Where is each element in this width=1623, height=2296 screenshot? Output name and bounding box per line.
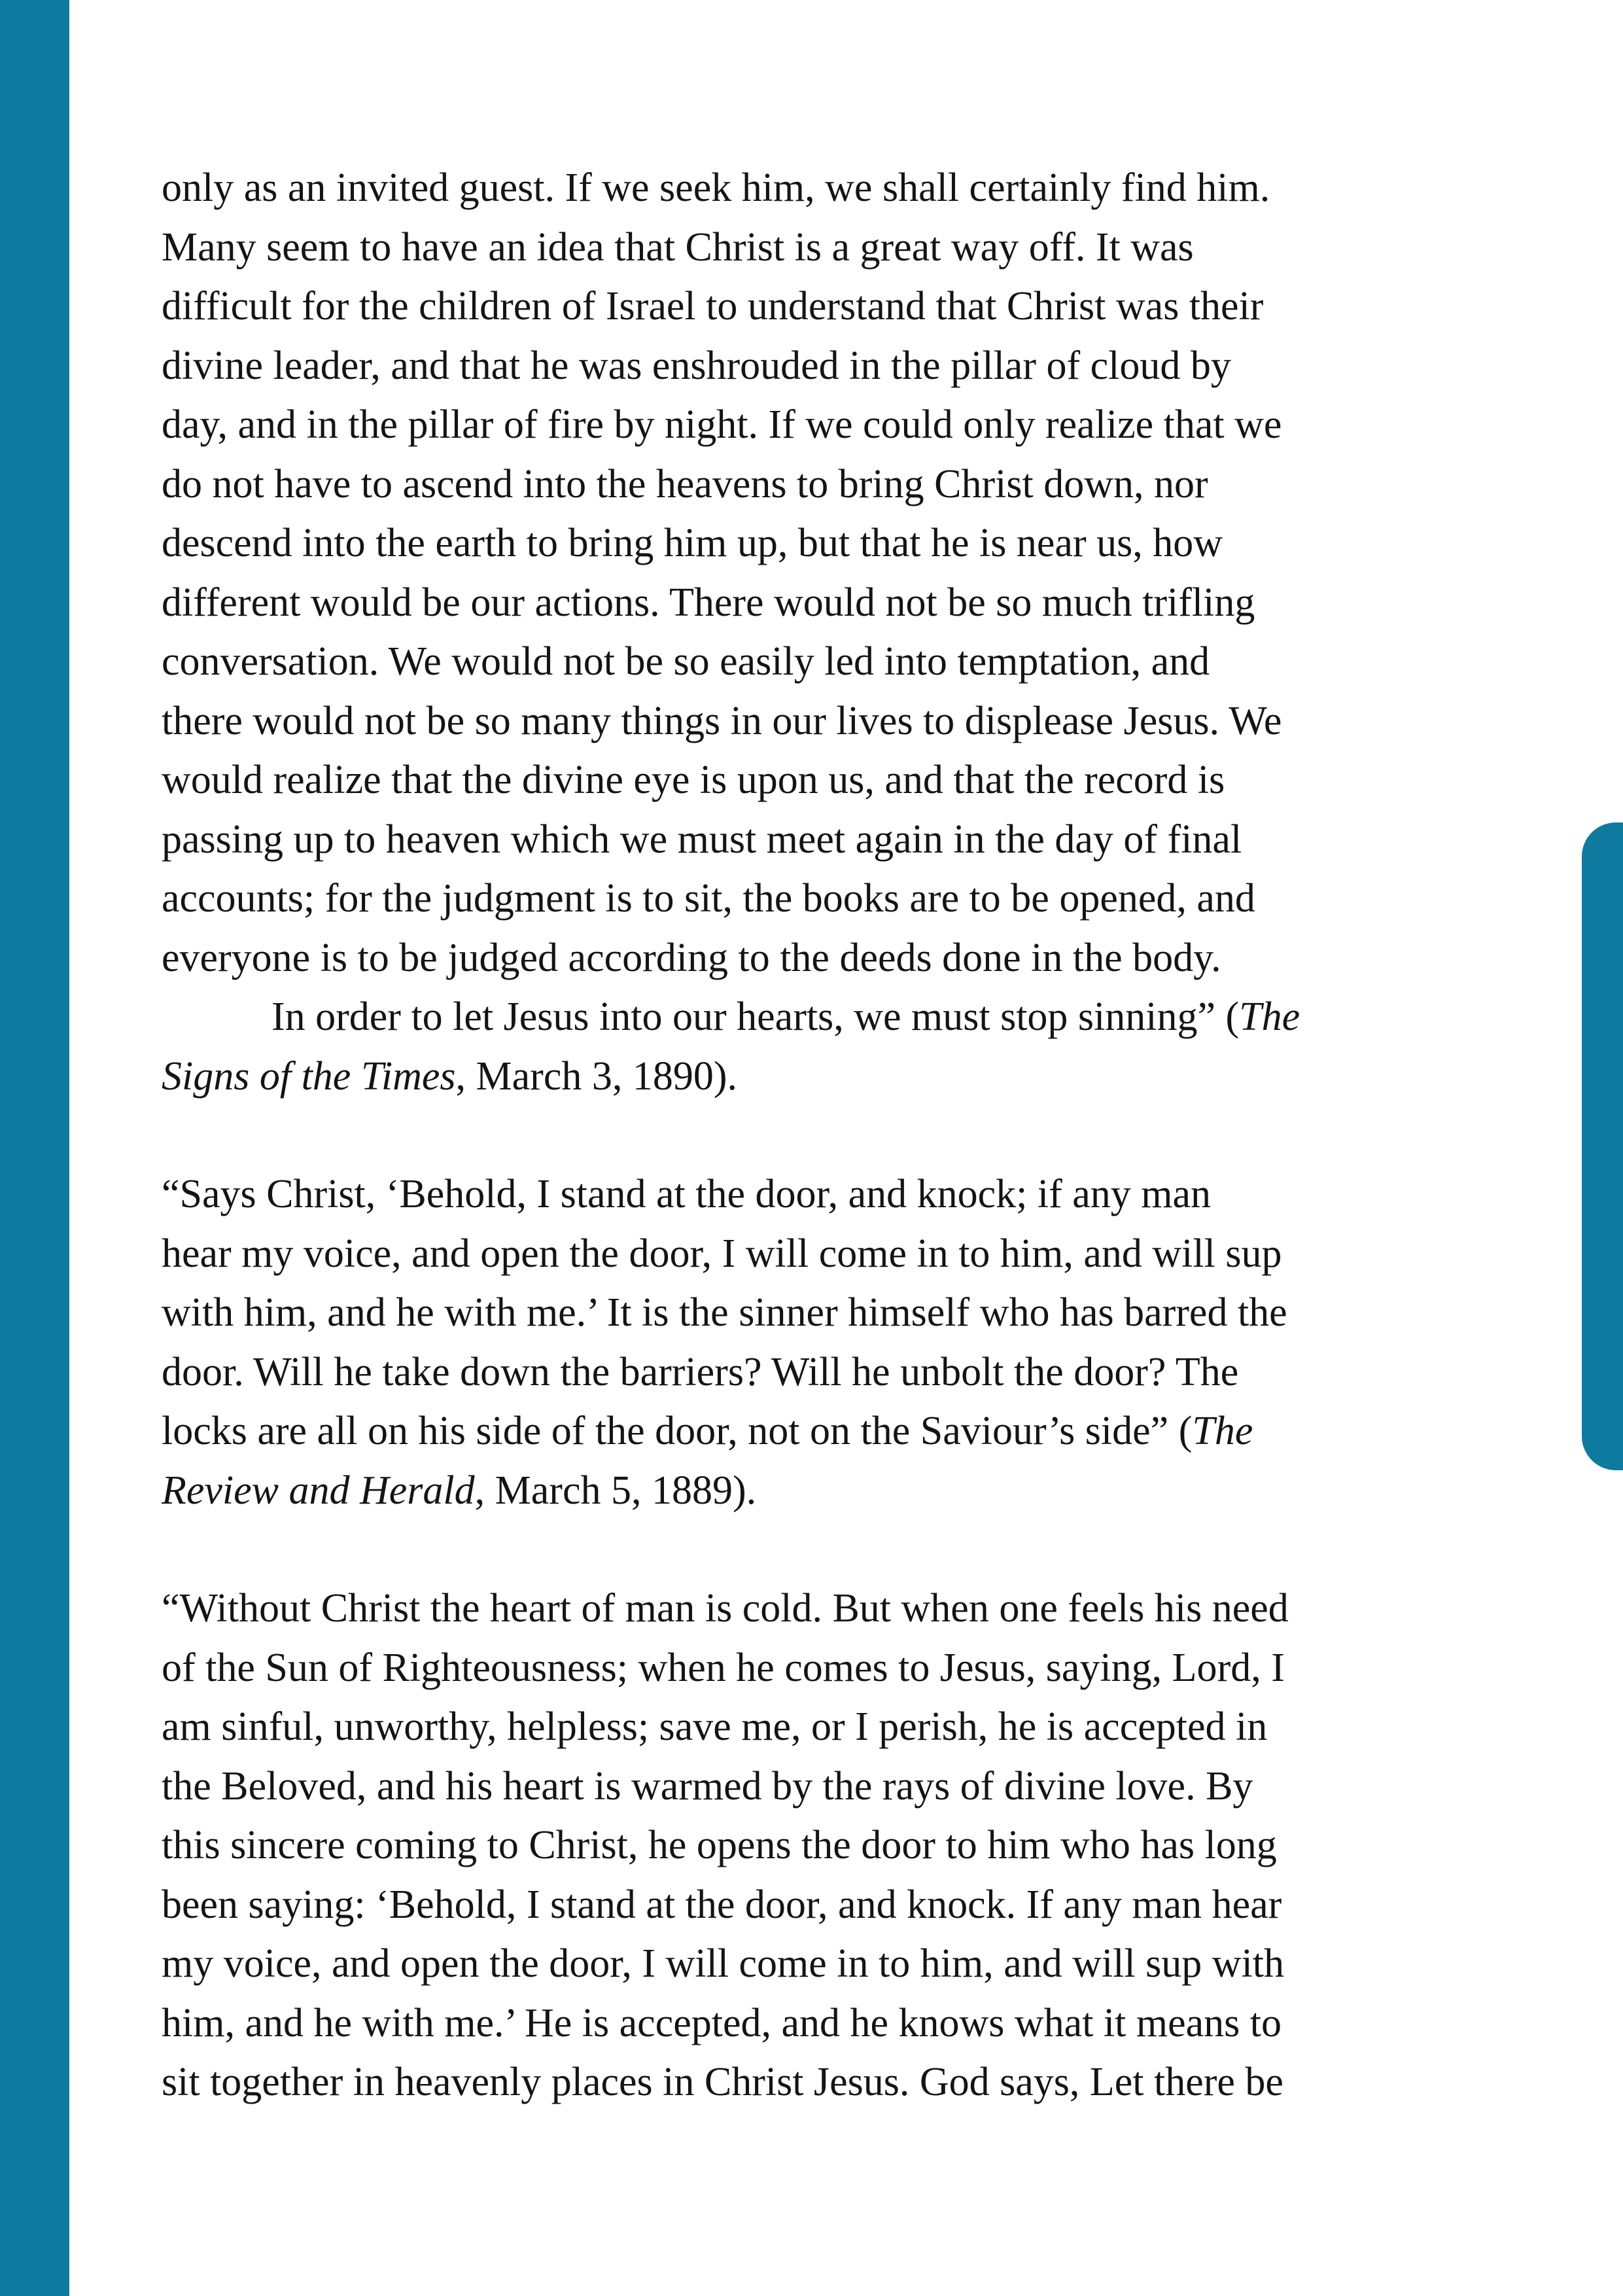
text-line [162,1402,1476,1461]
text-line: would realize that the divine eye is upon us, and that the record is [162,758,1225,802]
paragraph-2 [162,987,1476,1106]
left-margin-bar [0,0,69,2296]
text-line: there would not be so many things in our lives to displease Jesus. We [162,698,1282,743]
text-line: difficult for the children of Israel to understand that Christ was their [162,284,1264,328]
text-run: In order to let Jesus into our hearts, we must stop sinning” ( [271,995,1240,1039]
text-line [162,987,1476,1047]
text-line: my voice, and open the door, I will come in to him, and will sup with [162,1941,1285,1986]
text-line: accounts; for the judgment is to sit, the books are to be opened, and [162,876,1255,921]
citation-title: Review and Herald [162,1468,475,1513]
text-line: door. Will he take down the barriers? Will he unbolt the door? The [162,1349,1239,1394]
text-line: different would be our actions. There would not be so much trifling [162,580,1255,625]
text-line: do not have to ascend into the heavens to bring Christ down, nor [162,461,1208,506]
text-run: locks are all on his side of the door, not on the Saviour’s side” ( [162,1409,1193,1453]
text-line: been saying: ‘Behold, I stand at the door, and knock. If any man hear [162,1882,1282,1927]
text-line: am sinful, unworthy, helpless; save me, or I perish, he is accepted in [162,1704,1268,1749]
paragraph-3 [162,1165,1476,1520]
text-line: the Beloved, and his heart is warmed by the rays of divine love. By [162,1763,1253,1809]
citation-italic: The [1239,995,1300,1039]
citation-date: , March 5, 1889). [474,1468,757,1513]
text-line: descend into the earth to bring him up, but that he is near us, how [162,521,1223,565]
paragraph-4 [162,1579,1476,2112]
text-line: him, and he with me.’ He is accepted, and he knows what it means to [162,2000,1282,2045]
citation-date: , March 3, 1890). [455,1053,737,1099]
text-line: sit together in heavenly places in Christ Jesus. God says, Let there be [162,2060,1283,2104]
text-line: day, and in the pillar of fire by night. If we could only realize that we [162,402,1282,447]
paragraph-1 [162,158,1476,987]
text-line: everyone is to be judged according to the deeds done in the body. [162,935,1221,980]
text-line: with him, and he with me.’ It is the sinner himself who has barred the [162,1290,1287,1335]
chapter-thumb-tab [1582,822,1623,1470]
text-line: “Says Christ, ‘Behold, I stand at the door, and knock; if any man [162,1172,1212,1216]
text-line: divine leader, and that he was enshrouded in the pillar of cloud by [162,343,1231,388]
text-line: Many seem to have an idea that Christ is a great way off. It was [162,224,1194,270]
citation-italic: The [1192,1409,1253,1453]
text-line: passing up to heaven which we must meet again in the day of final [162,817,1242,862]
text-line: conversation. We would not be so easily led into temptation, and [162,639,1210,684]
text-line: “Without Christ the heart of man is cold. But when one feels his need [162,1586,1289,1631]
citation-title: Signs of the Times [162,1053,456,1099]
text-line: hear my voice, and open the door, I will come in to him, and will sup [162,1231,1282,1276]
text-line: this sincere coming to Christ, he opens the door to him who has long [162,1823,1277,1867]
page-body [162,158,1476,2112]
text-line: only as an invited guest. If we seek him, we shall certainly find him. [162,166,1270,210]
text-line [162,1461,1476,1521]
text-line: of the Sun of Righteousness; when he comes to Jesus, saying, Lord, I [162,1645,1285,1690]
text-line [162,1047,1476,1106]
